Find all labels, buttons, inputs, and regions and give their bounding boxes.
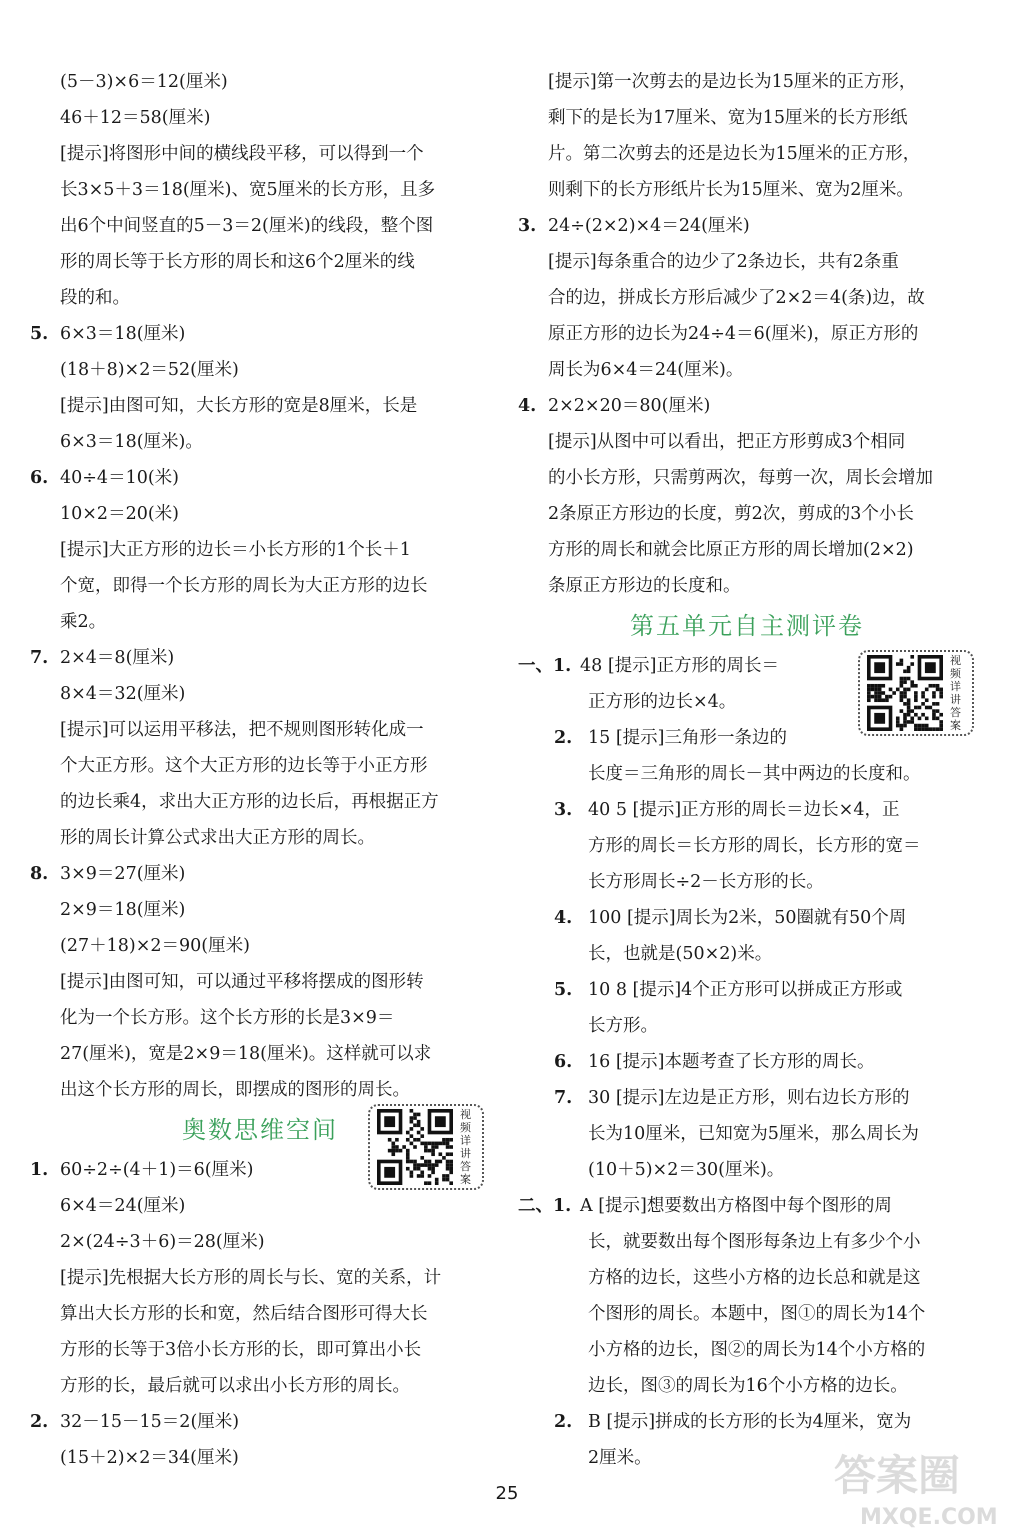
text-line (30, 1000, 496, 1036)
text-line (30, 856, 496, 892)
line-text: 方形的长，最后就可以求出小长方形的周长。 (60, 1376, 410, 1396)
question-number: 8. (30, 864, 49, 884)
line-text: 2×4＝8(厘米) (60, 648, 175, 668)
line-text: [提示]将图形中间的横线段平移，可以得到一个 (60, 144, 424, 164)
text-line (518, 828, 988, 864)
text-line (518, 900, 988, 936)
line-text: 出这个长方形的周长，即摆成的图形的周长。 (60, 1080, 410, 1100)
qr-code-icon (866, 655, 944, 731)
line-text: 原正方形的边长为24÷4＝6(厘米)，原正方形的 (548, 324, 919, 344)
line-text: 个图形的周长。本题中，图①的周长为14个 (588, 1304, 926, 1324)
line-text: [提示]第一次剪去的是边长为15厘米的正方形， (548, 72, 917, 92)
text-line (518, 100, 988, 136)
line-text: 片。第二次剪去的还是边长为15厘米的正方形， (548, 144, 921, 164)
text-line (518, 1332, 988, 1368)
line-text: 周长为6×4＝24(厘米)。 (548, 360, 744, 380)
line-text: 正方形的边长×4。 (588, 692, 737, 712)
text-line (518, 1404, 988, 1440)
line-text: 长方形周长÷2－长方形的长。 (588, 872, 824, 892)
text-line (518, 936, 988, 972)
line-text: [提示]每条重合的边少了2条边长，共有2条重 (548, 252, 899, 272)
line-text: 方格的边长，这些小方格的边长总和就是这 (588, 1268, 921, 1288)
text-line (518, 316, 988, 352)
text-line (30, 1440, 496, 1476)
line-text: 长，也就是(50×2)米。 (588, 944, 773, 964)
text-line (30, 568, 496, 604)
question-number: 2. (554, 728, 573, 748)
question-number: 4. (518, 396, 537, 416)
qr-caption: 视频详讲答案 (950, 654, 961, 732)
line-text: 15 [提示]三角形一条边的 (588, 728, 787, 748)
text-line (518, 208, 988, 244)
watermark-logo (830, 1440, 1000, 1530)
line-text: 48 [提示]正方形的周长＝ (580, 656, 779, 676)
text-line (518, 388, 988, 424)
text-line (518, 1368, 988, 1404)
text-line (518, 568, 988, 604)
line-text: [提示]由图可知，大长方形的宽是8厘米，长是 (60, 396, 418, 416)
text-line (30, 352, 496, 388)
line-text: 10 8 [提示]4个正方形可以拼成正方形或 (588, 980, 903, 1000)
text-line (30, 244, 496, 280)
line-text: 段的和。 (60, 288, 130, 308)
line-text: 40 5 [提示]正方形的周长＝边长×4，正 (588, 800, 900, 820)
qr-code-box-right (858, 650, 974, 736)
text-line (30, 1404, 496, 1440)
question-number: 3. (554, 800, 573, 820)
question-number: 7. (30, 648, 49, 668)
line-text: 的小长方形，只需剪两次，每剪一次，周长会增加 (548, 468, 933, 488)
line-text: 6×3＝18(厘米) (60, 324, 186, 344)
right-column (518, 64, 988, 1476)
text-line (518, 1260, 988, 1296)
text-line (518, 1008, 988, 1044)
question-number: 2. (554, 1412, 573, 1432)
line-text: 长度＝三角形的周长－其中两边的长度和。 (588, 764, 921, 784)
question-number: 3. (518, 216, 537, 236)
text-line (30, 640, 496, 676)
line-text: (10＋5)×2＝30(厘米)。 (588, 1160, 785, 1180)
line-text: 形的周长计算公式求出大正方形的周长。 (60, 828, 375, 848)
line-text: 算出大长方形的长和宽，然后结合图形可得大长 (60, 1304, 428, 1324)
text-line (30, 1332, 496, 1368)
section-title: 第五单元自主测评卷 (630, 612, 864, 640)
line-text: 出6个中间竖直的5－3＝2(厘米)的线段，整个图 (60, 216, 434, 236)
text-line (518, 1116, 988, 1152)
text-line (518, 972, 988, 1008)
text-line (30, 892, 496, 928)
line-text: 条原正方形边的长度和。 (548, 576, 741, 596)
line-text: (5－3)×6＝12(厘米) (60, 72, 228, 92)
line-text: (27＋18)×2＝90(厘米) (60, 936, 250, 956)
text-line (518, 1080, 988, 1116)
line-text: 剩下的是长为17厘米、宽为15厘米的长方形纸 (548, 108, 908, 128)
question-number: 2. (30, 1412, 49, 1432)
text-line (30, 712, 496, 748)
question-number: 1. (30, 1160, 49, 1180)
question-number: 4. (554, 908, 573, 928)
text-line (30, 388, 496, 424)
text-line (518, 172, 988, 208)
line-text: 32－15－15＝2(厘米) (60, 1412, 240, 1432)
text-line (518, 280, 988, 316)
line-text: 方形的周长和就会比原正方形的周长增加(2×2) (548, 540, 914, 560)
text-line (518, 792, 988, 828)
question-number: 6. (30, 468, 49, 488)
section-title: 奥数思维空间 (182, 1116, 338, 1144)
line-text: 16 [提示]本题考查了长方形的周长。 (588, 1052, 875, 1072)
text-line (30, 1036, 496, 1072)
line-text: 100 [提示]周长为2米，50圈就有50个周 (588, 908, 907, 928)
line-text: 小方格的边长，图②的周长为14个小方格的 (588, 1340, 926, 1360)
text-line (30, 1224, 496, 1260)
qr-code-box-left (368, 1104, 484, 1190)
text-line (30, 928, 496, 964)
text-line (30, 784, 496, 820)
line-text: 方形的长等于3倍小长方形的长，即可算出小长 (60, 1340, 422, 1360)
line-text: 长方形。 (588, 1016, 658, 1036)
text-line (30, 1296, 496, 1332)
text-line (30, 136, 496, 172)
text-line (30, 100, 496, 136)
line-text: 24÷(2×2)×4＝24(厘米) (548, 216, 750, 236)
question-number: 6. (554, 1052, 573, 1072)
line-text: 30 [提示]左边是正方形，则右边长方形的 (588, 1088, 910, 1108)
line-text: 个宽，即得一个长方形的周长为大正方形的边长 (60, 576, 428, 596)
line-text: 8×4＝32(厘米) (60, 684, 186, 704)
text-line (30, 1368, 496, 1404)
page-number: 25 (495, 1483, 519, 1504)
line-text: [提示]先根据大长方形的周长与长、宽的关系，计 (60, 1268, 442, 1288)
text-line (518, 1188, 988, 1224)
line-text: 的边长乘4，求出大正方形的边长后，再根据正方 (60, 792, 439, 812)
line-text: 40÷4＝10(米) (60, 468, 179, 488)
line-text: [提示]可以运用平移法，把不规则图形转化成一 (60, 720, 424, 740)
text-line (30, 280, 496, 316)
line-text: 2条原正方形边的长度，剪2次，剪成的3个小长 (548, 504, 914, 524)
line-text: 6×4＝24(厘米) (60, 1196, 186, 1216)
text-line (518, 244, 988, 280)
line-text: 化为一个长方形。这个长方形的长是3×9＝ (60, 1008, 395, 1028)
text-line (30, 820, 496, 856)
text-line (518, 1296, 988, 1332)
line-text: 则剩下的长方形纸片长为15厘米、宽为2厘米。 (548, 180, 914, 200)
text-line (30, 316, 496, 352)
text-line (518, 460, 988, 496)
line-text: 边长，图③的周长为16个小方格的边长。 (588, 1376, 908, 1396)
text-line (518, 532, 988, 568)
line-text: 形的周长等于长方形的周长和这6个2厘米的线 (60, 252, 415, 272)
line-text: 27(厘米)，宽是2×9＝18(厘米)。这样就可以求 (60, 1044, 432, 1064)
line-text: 个大正方形。这个大正方形的边长等于小正方形 (60, 756, 428, 776)
text-line (30, 424, 496, 460)
line-text: [提示]由图可知，可以通过平移将摆成的图形转 (60, 972, 424, 992)
line-text: 长，就要数出每个图形每条边上有多少个小 (588, 1232, 921, 1252)
text-line (30, 496, 496, 532)
text-line (30, 172, 496, 208)
text-line (30, 964, 496, 1000)
line-text: 6×3＝18(厘米)。 (60, 432, 203, 452)
text-line (30, 1188, 496, 1224)
left-column (30, 64, 496, 1476)
line-text: 乘2。 (60, 612, 107, 632)
question-number: 二、1. (518, 1196, 572, 1216)
line-text: 3×9＝27(厘米) (60, 864, 186, 884)
text-line (518, 64, 988, 100)
text-line (30, 1260, 496, 1296)
text-line (518, 1152, 988, 1188)
text-line (518, 1044, 988, 1080)
text-line (30, 1072, 496, 1108)
qr-code-icon (376, 1109, 454, 1185)
question-number: 7. (554, 1088, 573, 1108)
question-number: 5. (554, 980, 573, 1000)
text-line (30, 604, 496, 640)
line-text: 60÷2÷(4＋1)＝6(厘米) (60, 1160, 254, 1180)
text-line (30, 208, 496, 244)
text-line (518, 424, 988, 460)
text-line (30, 532, 496, 568)
text-line (30, 460, 496, 496)
line-text: A [提示]想要数出方格图中每个图形的周 (580, 1196, 892, 1216)
text-line (518, 1224, 988, 1260)
line-text: 2×(24÷3＋6)＝28(厘米) (60, 1232, 265, 1252)
line-text: [提示]大正方形的边长＝小长方形的1个长＋1 (60, 540, 411, 560)
line-text: [提示]从图中可以看出，把正方形剪成3个相同 (548, 432, 906, 452)
line-text: (15＋2)×2＝34(厘米) (60, 1448, 239, 1468)
line-text: 长3×5＋3＝18(厘米)、宽5厘米的长方形，且多 (60, 180, 436, 200)
qr-caption: 视频详讲答案 (460, 1108, 471, 1186)
text-line (518, 756, 988, 792)
text-line (518, 496, 988, 532)
text-line (518, 864, 988, 900)
line-text: B [提示]拼成的长方形的长为4厘米，宽为 (588, 1412, 912, 1432)
line-text: 46＋12＝58(厘米) (60, 108, 211, 128)
line-text: 2×2×20＝80(厘米) (548, 396, 711, 416)
line-text: (18＋8)×2＝52(厘米) (60, 360, 239, 380)
text-line (30, 676, 496, 712)
line-text: 2×9＝18(厘米) (60, 900, 186, 920)
line-text: 2厘米。 (588, 1448, 652, 1468)
line-text: 10×2＝20(米) (60, 504, 179, 524)
line-text: 方形的周长＝长方形的周长，长方形的宽＝ (588, 836, 921, 856)
text-line (518, 136, 988, 172)
watermark-text: 答案圈 (834, 1451, 961, 1500)
question-number: 一、1. (518, 656, 572, 676)
question-number: 5. (30, 324, 49, 344)
text-line (30, 64, 496, 100)
text-line (30, 748, 496, 784)
line-text: 合的边，拼成长方形后减少了2×2＝4(条)边，故 (548, 288, 925, 308)
watermark-url: MXQE.COM (860, 1505, 998, 1530)
text-line (518, 352, 988, 388)
line-text: 长为10厘米，已知宽为5厘米，那么周长为 (588, 1124, 919, 1144)
